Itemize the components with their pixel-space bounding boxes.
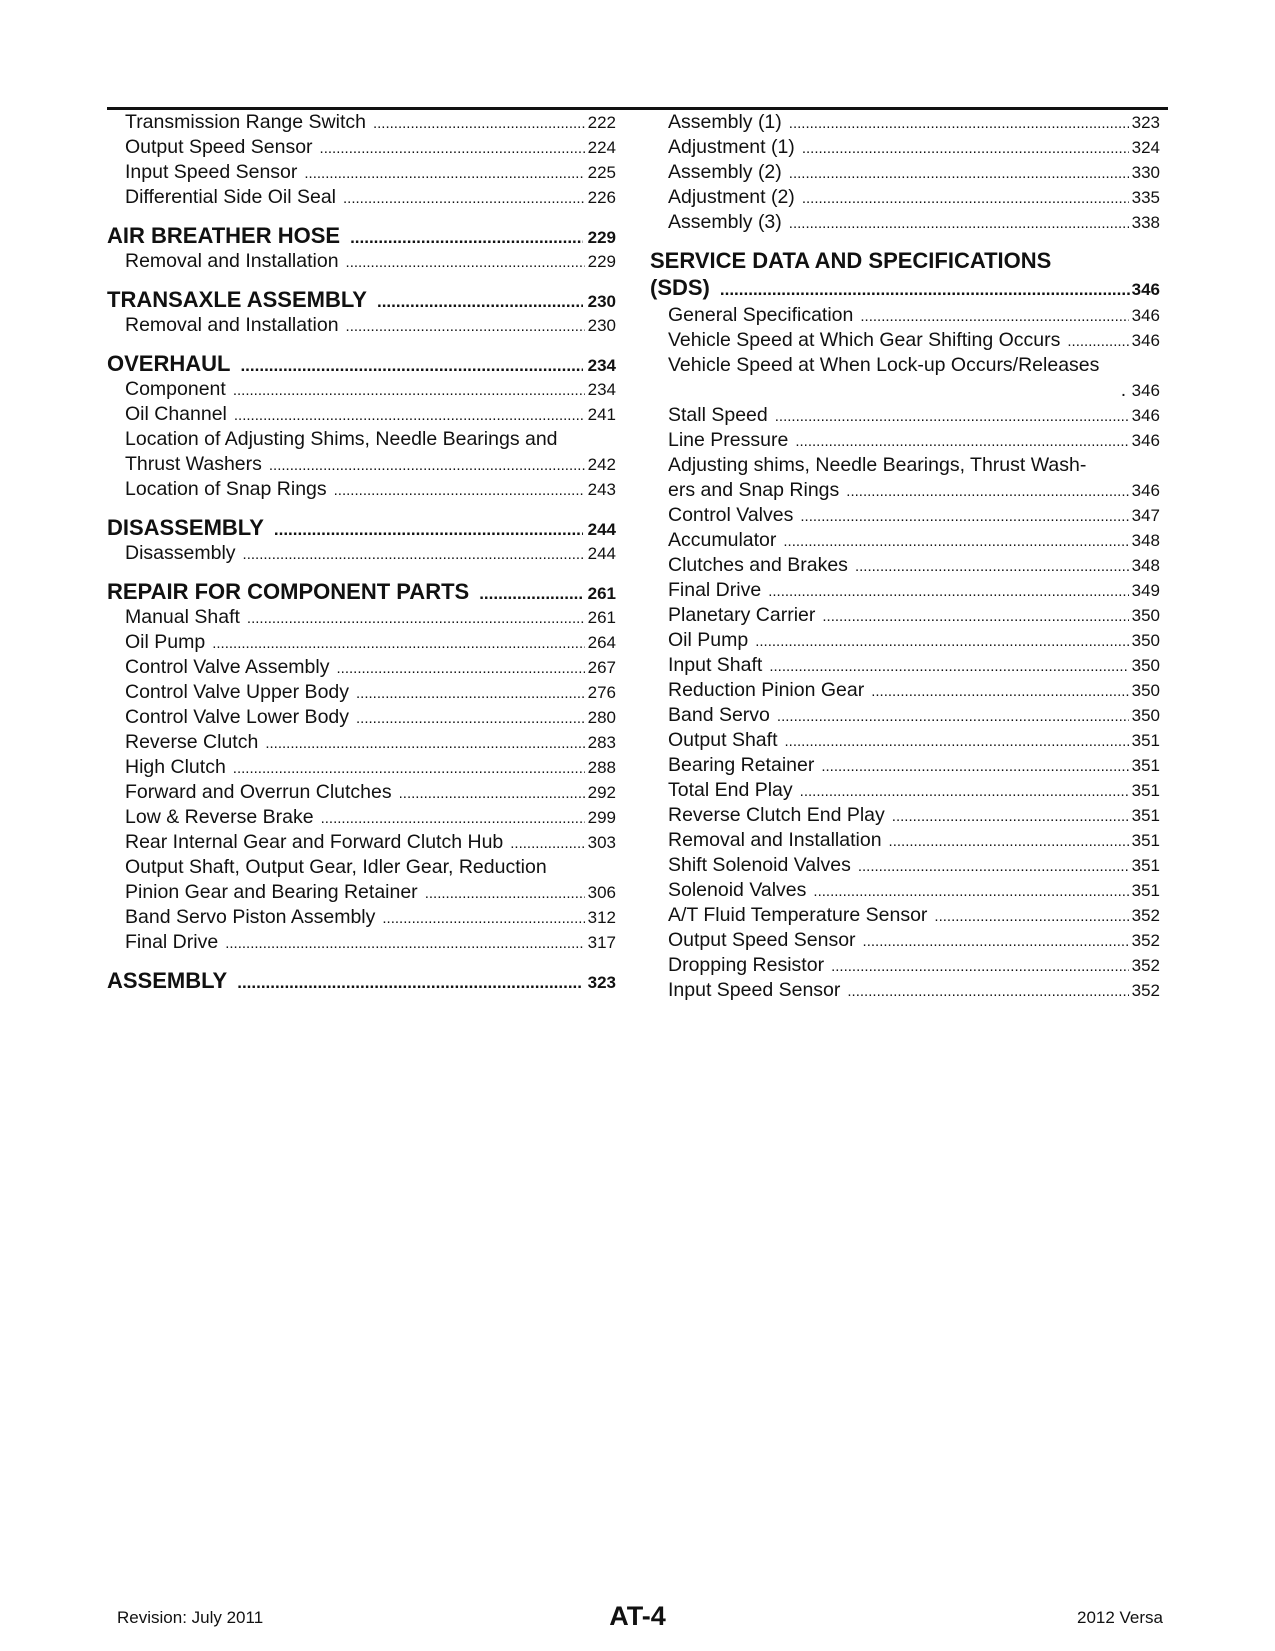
- entry-page: 351: [1131, 856, 1160, 875]
- entry-label: Oil Channel: [125, 403, 227, 425]
- toc-entry[interactable]: [650, 553, 1160, 578]
- dot-leader: [510, 831, 584, 855]
- entry-label: Reverse Clutch: [125, 731, 259, 753]
- entry-page: 346: [1131, 381, 1160, 400]
- dot-leader: [785, 729, 1129, 753]
- entry-page: 222: [587, 113, 616, 132]
- dot-leader: [1067, 329, 1128, 353]
- section-page: 346: [1131, 280, 1160, 299]
- entry-page: 330: [1131, 163, 1160, 182]
- dot-leader: [304, 161, 584, 185]
- section-title-line2: (SDS): [650, 275, 710, 300]
- dot-leader: [822, 604, 1128, 628]
- entry-page: 351: [1131, 806, 1160, 825]
- toc-section-repair[interactable]: [107, 578, 616, 605]
- toc-entry-wrapped[interactable]: [107, 427, 616, 477]
- dot-leader: [789, 111, 1129, 135]
- toc-entry[interactable]: [107, 135, 616, 160]
- toc-entry[interactable]: [650, 303, 1160, 328]
- toc-section-assembly[interactable]: [107, 967, 616, 994]
- dot-leader: [860, 304, 1128, 328]
- entry-page: 348: [1131, 531, 1160, 550]
- section-page: 244: [587, 520, 616, 539]
- dot-leader: [346, 250, 585, 274]
- toc-entry[interactable]: [107, 780, 616, 805]
- entry-label-line2: Pinion Gear and Bearing Retainer: [125, 881, 418, 903]
- dot-leader: [265, 731, 584, 755]
- toc-left-column: [107, 110, 616, 994]
- dot-leader: [334, 478, 585, 502]
- dot-leader: [831, 954, 1129, 978]
- entry-label: Band Servo Piston Assembly: [125, 906, 376, 928]
- entry-page: 346: [1131, 481, 1160, 500]
- toc-entry[interactable]: [650, 135, 1160, 160]
- dot-leader: [821, 754, 1128, 778]
- toc-entry[interactable]: [107, 705, 616, 730]
- toc-group-sds-b: [650, 403, 1160, 453]
- entry-label: Vehicle Speed at Which Gear Shifting Occurs: [668, 329, 1061, 351]
- entry-label: Bearing Retainer: [668, 754, 815, 776]
- toc-entry[interactable]: [650, 328, 1160, 353]
- dot-leader: [755, 629, 1128, 653]
- dot-leader: [373, 111, 585, 135]
- dot-leader: [813, 879, 1128, 903]
- entry-page: 312: [587, 908, 616, 927]
- entry-page: 350: [1131, 631, 1160, 650]
- entry-label: Low & Reverse Brake: [125, 806, 314, 828]
- toc-section-air-breather-hose[interactable]: [107, 222, 616, 249]
- entry-label: Reduction Pinion Gear: [668, 679, 865, 701]
- entry-page: 352: [1131, 931, 1160, 950]
- entry-label: High Clutch: [125, 756, 226, 778]
- entry-page: 351: [1131, 781, 1160, 800]
- dot-leader: [225, 931, 584, 955]
- dot-leader: [871, 679, 1128, 703]
- toc-entry[interactable]: [650, 653, 1160, 678]
- toc-entry[interactable]: [107, 249, 616, 274]
- section-title: OVERHAUL: [107, 351, 231, 376]
- dot-leader: [768, 579, 1128, 603]
- entry-page: 242: [587, 455, 616, 474]
- entry-page: 350: [1131, 606, 1160, 625]
- entry-label: Control Valve Assembly: [125, 656, 330, 678]
- entry-page: 299: [587, 808, 616, 827]
- entry-label: Input Shaft: [668, 654, 763, 676]
- toc-entry[interactable]: [650, 978, 1160, 1003]
- entry-page: 352: [1131, 906, 1160, 925]
- entry-page: 350: [1131, 681, 1160, 700]
- entry-page: 349: [1131, 581, 1160, 600]
- toc-section-transaxle-assembly[interactable]: [107, 286, 616, 313]
- toc-entry[interactable]: [650, 503, 1160, 528]
- entry-page: 347: [1131, 506, 1160, 525]
- section-page: 230: [587, 292, 616, 311]
- entry-label: Oil Pump: [668, 629, 749, 651]
- dot-leader: [802, 136, 1129, 160]
- toc-entry[interactable]: [650, 528, 1160, 553]
- toc-entry[interactable]: [107, 185, 616, 210]
- entry-page: 350: [1131, 656, 1160, 675]
- entry-label: Disassembly: [125, 542, 236, 564]
- dot-leader: [863, 929, 1129, 953]
- entry-page: 335: [1131, 188, 1160, 207]
- dot-leader: [800, 504, 1128, 528]
- toc-group-repair: [107, 605, 616, 855]
- entry-page: 346: [1131, 306, 1160, 325]
- entry-page: 303: [587, 833, 616, 852]
- toc-group-top-right: [650, 110, 1160, 235]
- dot-leader: [399, 781, 585, 805]
- entry-page: 261: [587, 608, 616, 627]
- toc-entry[interactable]: [650, 628, 1160, 653]
- entry-label: Control Valve Upper Body: [125, 681, 350, 703]
- toc-entry-wrapped[interactable]: [650, 353, 1160, 403]
- dot-leader: [247, 606, 585, 630]
- section-title: DISASSEMBLY: [107, 515, 264, 540]
- entry-label-line1: Vehicle Speed at When Lock-up Occurs/Releases: [668, 354, 1100, 376]
- dot-leader: [346, 314, 585, 338]
- entry-label: Reverse Clutch End Play: [668, 804, 885, 826]
- entry-label: Component: [125, 378, 226, 400]
- entry-label-line2: ers and Snap Rings: [668, 479, 840, 501]
- entry-label: Removal and Installation: [125, 314, 339, 336]
- entry-page: 323: [1131, 113, 1160, 132]
- entry-page: 351: [1131, 831, 1160, 850]
- dot-leader: [356, 706, 585, 730]
- toc-entry[interactable]: [107, 680, 616, 705]
- entry-label: Input Speed Sensor: [125, 161, 298, 183]
- toc-entry[interactable]: [107, 160, 616, 185]
- entry-label: Final Drive: [668, 579, 762, 601]
- entry-label: Transmission Range Switch: [125, 111, 366, 133]
- entry-label: General Specification: [668, 304, 854, 326]
- entry-label-line1: Adjusting shims, Needle Bearings, Thrust Wash-: [668, 454, 1087, 476]
- dot-leader: [795, 429, 1128, 453]
- section-page: 229: [587, 228, 616, 247]
- entry-leader-dot: .: [1120, 379, 1127, 401]
- entry-page: 276: [587, 683, 616, 702]
- toc-section-sds[interactable]: [650, 247, 1160, 303]
- toc-group-air-breather: [107, 249, 616, 274]
- toc-group-overhaul: [107, 377, 616, 427]
- dot-leader: [889, 829, 1129, 853]
- entry-label: Removal and Installation: [125, 250, 339, 272]
- entry-label: Final Drive: [125, 931, 219, 953]
- entry-label: Differential Side Oil Seal: [125, 186, 336, 208]
- dot-leader: [777, 704, 1129, 728]
- toc-entry[interactable]: [650, 903, 1160, 928]
- entry-page: 234: [587, 380, 616, 399]
- entry-page: 267: [587, 658, 616, 677]
- entry-label: Shift Solenoid Valves: [668, 854, 851, 876]
- entry-label: Assembly (3): [668, 211, 782, 233]
- toc-entry[interactable]: [650, 728, 1160, 753]
- entry-page: 243: [587, 480, 616, 499]
- toc-section-disassembly[interactable]: [107, 514, 616, 541]
- toc-entry[interactable]: [650, 603, 1160, 628]
- dot-leader: [775, 404, 1129, 428]
- entry-label: Input Speed Sensor: [668, 979, 841, 1001]
- toc-entry-wrapped[interactable]: [650, 453, 1160, 503]
- entry-label: Rear Internal Gear and Forward Clutch Hub: [125, 831, 504, 853]
- dot-leader: [234, 403, 585, 427]
- footer-revision: Revision: July 2011: [117, 1608, 264, 1627]
- section-title-line1: SERVICE DATA AND SPECIFICATIONS: [650, 248, 1052, 273]
- entry-page: 224: [587, 138, 616, 157]
- entry-label-line2: Thrust Washers: [125, 453, 262, 475]
- toc-entry[interactable]: [107, 730, 616, 755]
- dot-leader: [382, 906, 584, 930]
- toc-entry[interactable]: [107, 830, 616, 855]
- entry-label: Adjustment (1): [668, 136, 795, 158]
- toc-right-column: [650, 110, 1160, 1003]
- toc-entry[interactable]: [650, 928, 1160, 953]
- entry-page: 352: [1131, 981, 1160, 1000]
- entry-label: Dropping Resistor: [668, 954, 825, 976]
- entry-label: Line Pressure: [668, 429, 789, 451]
- toc-entry[interactable]: [107, 110, 616, 135]
- entry-page: 241: [587, 405, 616, 424]
- toc-entry[interactable]: [650, 853, 1160, 878]
- toc-entry[interactable]: [107, 541, 616, 566]
- entry-page: 350: [1131, 706, 1160, 725]
- entry-label: Accumulator: [668, 529, 777, 551]
- dot-leader: [847, 979, 1128, 1003]
- entry-label: Planetary Carrier: [668, 604, 816, 626]
- section-title: REPAIR FOR COMPONENT PARTS: [107, 579, 470, 604]
- toc-entry[interactable]: [107, 477, 616, 502]
- entry-page: 306: [587, 883, 616, 902]
- toc-entry[interactable]: [650, 828, 1160, 853]
- toc-entry[interactable]: [650, 678, 1160, 703]
- dot-leader: [855, 554, 1129, 578]
- entry-label: Removal and Installation: [668, 829, 882, 851]
- toc-entry[interactable]: [107, 313, 616, 338]
- toc-entry[interactable]: [650, 878, 1160, 903]
- dot-leader: [233, 756, 585, 780]
- entry-page: 351: [1131, 731, 1160, 750]
- toc-entry[interactable]: [650, 578, 1160, 603]
- entry-label: Assembly (2): [668, 161, 782, 183]
- toc-entry[interactable]: [650, 778, 1160, 803]
- entry-label: Clutches and Brakes: [668, 554, 848, 576]
- entry-label: Total End Play: [668, 779, 793, 801]
- entry-label: A/T Fluid Temperature Sensor: [668, 904, 928, 926]
- entry-page: 264: [587, 633, 616, 652]
- entry-label: Control Valve Lower Body: [125, 706, 350, 728]
- entry-page: 317: [587, 933, 616, 952]
- entry-label: Output Speed Sensor: [125, 136, 313, 158]
- entry-page: 346: [1131, 431, 1160, 450]
- entry-label: Stall Speed: [668, 404, 768, 426]
- toc-entry-wrapped[interactable]: [107, 855, 616, 905]
- dot-leader: [892, 804, 1129, 828]
- toc-group-overhaul-after: [107, 477, 616, 502]
- entry-page: 244: [587, 544, 616, 563]
- dot-leader: [800, 779, 1129, 803]
- dot-leader: [343, 186, 585, 210]
- toc-entry[interactable]: [650, 110, 1160, 135]
- dot-leader: [243, 542, 585, 566]
- entry-page: 226: [587, 188, 616, 207]
- toc-group-sds-a: [650, 303, 1160, 353]
- entry-label: Assembly (1): [668, 111, 782, 133]
- section-title: AIR BREATHER HOSE: [107, 223, 341, 248]
- section-page: 261: [587, 584, 616, 603]
- toc-entry[interactable]: [107, 905, 616, 930]
- entry-page: 230: [587, 316, 616, 335]
- entry-label-line1: Location of Adjusting Shims, Needle Bearings and: [125, 428, 558, 450]
- toc-group-repair-after: [107, 905, 616, 955]
- entry-label: Forward and Overrun Clutches: [125, 781, 392, 803]
- entry-page: 351: [1131, 756, 1160, 775]
- toc-entry[interactable]: [107, 755, 616, 780]
- toc-entry[interactable]: [650, 185, 1160, 210]
- entry-page: 288: [587, 758, 616, 777]
- section-page: 234: [587, 356, 616, 375]
- toc-entry[interactable]: [650, 210, 1160, 235]
- entry-label: Band Servo: [668, 704, 770, 726]
- entry-label: Oil Pump: [125, 631, 206, 653]
- dot-leader: [789, 211, 1129, 235]
- toc-entry[interactable]: [107, 655, 616, 680]
- entry-label: Adjustment (2): [668, 186, 795, 208]
- section-title: TRANSAXLE ASSEMBLY: [107, 287, 367, 312]
- toc-entry[interactable]: [107, 402, 616, 427]
- toc-entry[interactable]: [107, 630, 616, 655]
- entry-label: Location of Snap Rings: [125, 478, 327, 500]
- entry-page: 225: [587, 163, 616, 182]
- entry-page: 346: [1131, 331, 1160, 350]
- toc-entry[interactable]: [107, 605, 616, 630]
- toc-group-transaxle: [107, 313, 616, 338]
- toc-entry[interactable]: [650, 403, 1160, 428]
- entry-label-line1: Output Shaft, Output Gear, Idler Gear, Reduction: [125, 856, 547, 878]
- entry-label: Control Valves: [668, 504, 794, 526]
- footer-page-id: AT-4: [609, 1601, 666, 1631]
- dot-leader: [934, 904, 1128, 928]
- entry-label: Manual Shaft: [125, 606, 240, 628]
- footer-model: 2012 Versa: [1076, 1608, 1163, 1627]
- entry-page: 324: [1131, 138, 1160, 157]
- toc-section-overhaul[interactable]: [107, 350, 616, 377]
- section-title: ASSEMBLY: [107, 968, 228, 993]
- entry-page: 292: [587, 783, 616, 802]
- dot-leader: [802, 186, 1129, 210]
- toc-entry[interactable]: [107, 930, 616, 955]
- entry-page: 280: [587, 708, 616, 727]
- dot-leader: [789, 161, 1129, 185]
- entry-page: 283: [587, 733, 616, 752]
- toc-group-top-left: [107, 110, 616, 210]
- dot-leader: [769, 654, 1128, 678]
- toc-entry[interactable]: [107, 805, 616, 830]
- dot-leader: [212, 631, 584, 655]
- entry-page: 348: [1131, 556, 1160, 575]
- toc-group-disassembly: [107, 541, 616, 566]
- entry-page: 346: [1131, 406, 1160, 425]
- toc-entry[interactable]: [650, 753, 1160, 778]
- entry-page: 229: [587, 252, 616, 271]
- toc-entry[interactable]: [107, 377, 616, 402]
- entry-label: Solenoid Valves: [668, 879, 807, 901]
- dot-leader: [783, 529, 1128, 553]
- toc-entry[interactable]: [650, 160, 1160, 185]
- dot-leader: [233, 378, 585, 402]
- entry-page: 352: [1131, 956, 1160, 975]
- toc-group-sds-c: [650, 503, 1160, 1003]
- dot-leader: [320, 136, 585, 160]
- toc-entry[interactable]: [650, 428, 1160, 453]
- toc-entry[interactable]: [650, 803, 1160, 828]
- section-page: 323: [587, 973, 616, 992]
- entry-page: 338: [1131, 213, 1160, 232]
- entry-label: Output Speed Sensor: [668, 929, 856, 951]
- dot-leader: [356, 681, 585, 705]
- dot-leader: [321, 806, 585, 830]
- entry-page: 351: [1131, 881, 1160, 900]
- toc-entry[interactable]: [650, 703, 1160, 728]
- dot-leader: [336, 656, 584, 680]
- toc-entry[interactable]: [650, 953, 1160, 978]
- dot-leader: [858, 854, 1129, 878]
- entry-label: Output Shaft: [668, 729, 778, 751]
